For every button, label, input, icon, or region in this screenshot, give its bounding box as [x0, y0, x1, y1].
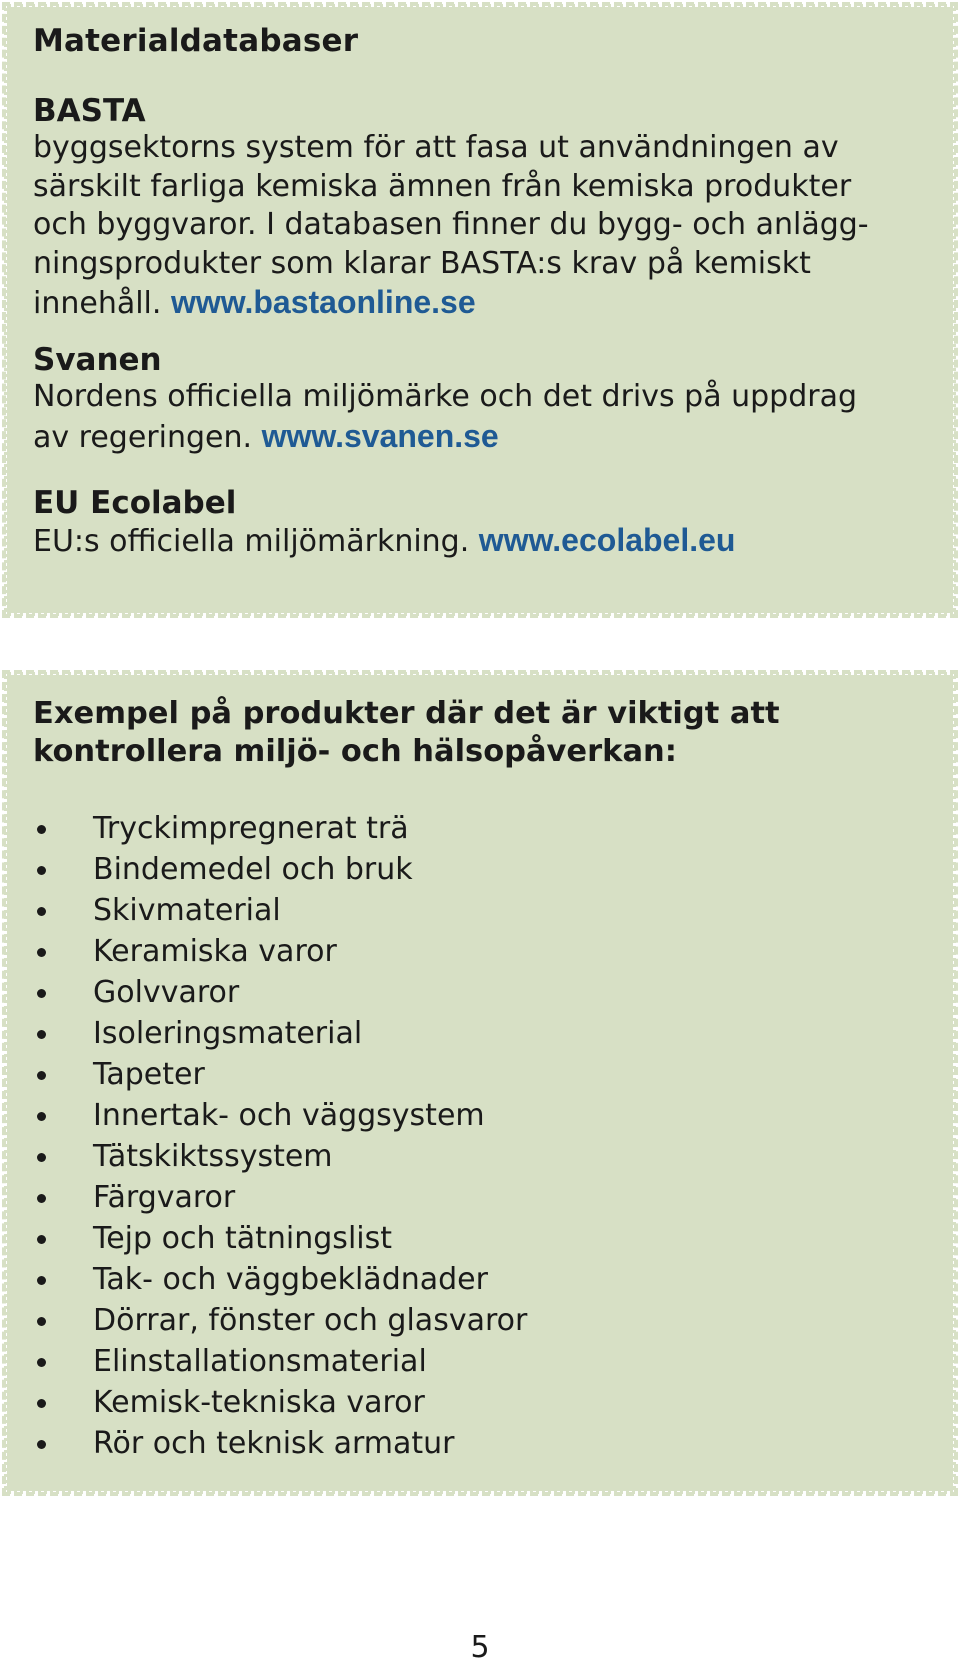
list-item-label: Tryckimpregnerat trä	[93, 811, 409, 846]
list-item	[33, 1095, 527, 1136]
ecolabel-line	[33, 521, 933, 562]
bullet-icon	[37, 1030, 46, 1039]
list-item	[33, 849, 527, 890]
ecolabel-text: EU:s officiella miljömärkning.	[33, 524, 479, 559]
ecolabel-heading: EU Ecolabel	[33, 485, 237, 521]
list-item	[33, 1341, 527, 1382]
examples-heading-line: kontrollera miljö- och hälsopåverkan:	[33, 734, 677, 769]
list-item-label: Innertak- och väggsystem	[93, 1098, 485, 1133]
list-item	[33, 1054, 527, 1095]
list-item	[33, 890, 527, 931]
basta-heading: BASTA	[33, 93, 146, 129]
list-item-label: Skivmaterial	[93, 893, 281, 928]
list-item-label: Dörrar, fönster och glasvaror	[93, 1303, 528, 1338]
basta-line	[33, 283, 933, 324]
bullet-icon	[37, 825, 46, 834]
bullet-icon	[37, 989, 46, 998]
basta-line: ningsprodukter som klarar BASTA:s krav på kemiskt	[33, 245, 811, 281]
bullet-icon	[37, 1440, 46, 1449]
bullet-icon	[37, 907, 46, 916]
list-item-label: Golvvaror	[93, 975, 240, 1010]
list-item-label: Färgvaror	[93, 1180, 236, 1215]
bullet-icon	[37, 866, 46, 875]
bullet-icon	[37, 1276, 46, 1285]
list-item	[33, 1218, 527, 1259]
list-item	[33, 972, 527, 1013]
list-item-label: Keramiska varor	[93, 934, 337, 969]
list-item	[33, 808, 527, 849]
svanen-description	[33, 378, 933, 457]
databases-title: Materialdatabaser	[33, 23, 359, 59]
list-item	[33, 931, 527, 972]
svanen-line	[33, 417, 933, 458]
basta-link[interactable]: www.bastaonline.se	[170, 284, 476, 320]
product-list	[33, 808, 527, 1464]
bullet-icon	[37, 1112, 46, 1121]
bullet-icon	[37, 1317, 46, 1326]
page-number: 5	[470, 1630, 490, 1665]
list-item-label: Isoleringsmaterial	[93, 1016, 363, 1051]
bullet-icon	[37, 1399, 46, 1408]
bullet-icon	[37, 1358, 46, 1367]
basta-line: särskilt farliga kemiska ämnen från kemiska produkter	[33, 168, 852, 204]
examples-heading	[33, 695, 933, 771]
bullet-icon	[37, 1153, 46, 1162]
svanen-heading: Svanen	[33, 342, 162, 378]
ecolabel-description	[33, 521, 933, 562]
ecolabel-link[interactable]: www.ecolabel.eu	[478, 522, 736, 558]
basta-line: och byggvaror. I databasen finner du bygg- och anlägg-	[33, 207, 869, 242]
list-item	[33, 1177, 527, 1218]
list-item-label: Kemisk-tekniska varor	[93, 1385, 425, 1420]
bullet-icon	[37, 1071, 46, 1080]
list-item	[33, 1382, 527, 1423]
list-item	[33, 1013, 527, 1054]
list-item-label: Rör och teknisk armatur	[93, 1426, 455, 1461]
basta-line: byggsektorns system för att fasa ut användningen av	[33, 130, 839, 165]
examples-heading-line: Exempel på produkter där det är viktigt att	[33, 696, 780, 731]
list-item-label: Tätskiktssystem	[93, 1139, 333, 1174]
svanen-text: av regeringen.	[33, 419, 262, 455]
bullet-icon	[37, 1194, 46, 1203]
list-item	[33, 1136, 527, 1177]
svanen-link[interactable]: www.svanen.se	[261, 417, 499, 454]
examples-box	[4, 672, 956, 1494]
list-item	[33, 1259, 527, 1300]
material-databases-box	[4, 4, 956, 616]
list-item-label: Elinstallationsmaterial	[93, 1344, 427, 1379]
list-item-label: Bindemedel och bruk	[93, 852, 413, 887]
list-item	[33, 1423, 527, 1464]
list-item-label: Tapeter	[93, 1057, 205, 1092]
list-item-label: Tejp och tätningslist	[93, 1221, 393, 1256]
svanen-line: Nordens officiella miljömärke och det drivs på uppdrag	[33, 379, 858, 414]
list-item-label: Tak- och väggbeklädnader	[93, 1262, 488, 1297]
basta-description	[33, 129, 933, 324]
list-item	[33, 1300, 527, 1341]
bullet-icon	[37, 1235, 46, 1244]
basta-last-text: innehåll.	[33, 286, 171, 321]
bullet-icon	[37, 948, 46, 957]
